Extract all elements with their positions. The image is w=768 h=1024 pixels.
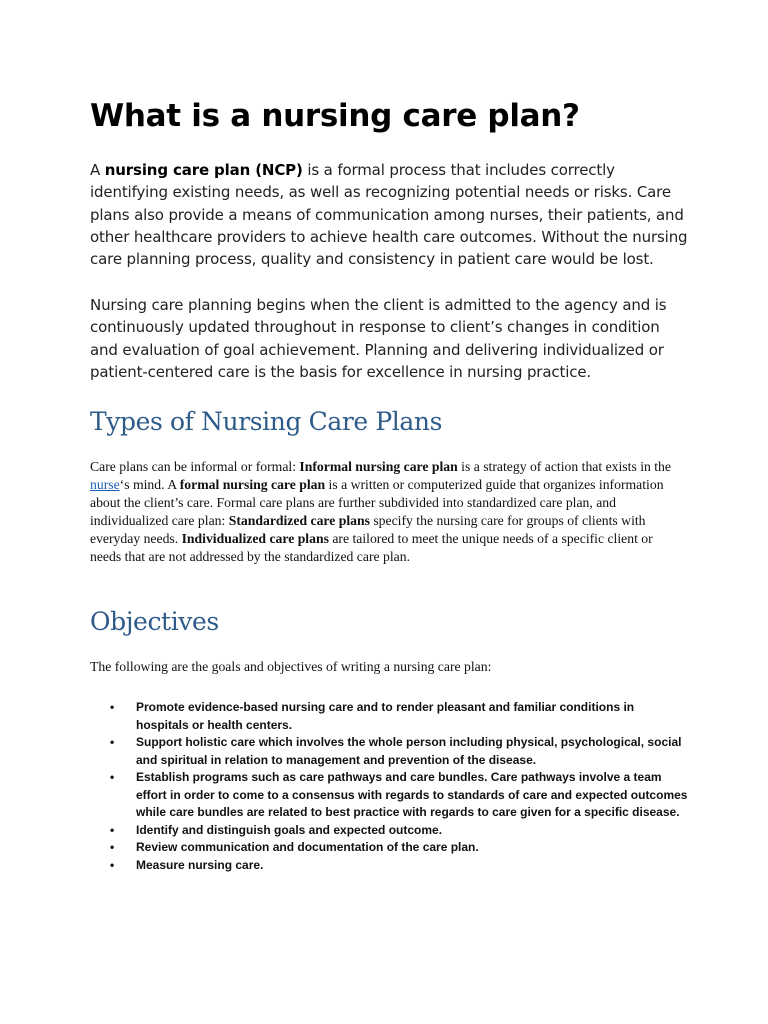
types-heading: Types of Nursing Care Plans bbox=[90, 407, 443, 436]
list-item-text: Establish programs such as care pathways and care bundles. Care pathways involve a team effort in order to come to a consensus with regards to standards of care and expected outcomes while care bundles are related to best practice with regards to care given for a specific disease. bbox=[136, 770, 688, 819]
types-paragraph bbox=[90, 458, 680, 566]
bullet-icon: • bbox=[110, 840, 115, 854]
list-item bbox=[110, 769, 690, 822]
bullet-icon: • bbox=[110, 822, 115, 837]
list-item-text: Support holistic care which involves the whole person including physical, psychological, social and spiritual in relation to management and prevention of the disease. bbox=[136, 735, 682, 767]
list-item bbox=[110, 839, 690, 857]
formal-term: formal nursing care plan bbox=[179, 477, 326, 492]
objectives-intro: The following are the goals and objectives of writing a nursing care plan: bbox=[90, 659, 492, 674]
intro-paragraph-1 bbox=[90, 159, 690, 270]
individualized-term: Individualized care plans bbox=[181, 531, 329, 546]
list-item-text: Promote evidence-based nursing care and to render pleasant and familiar conditions in hospitals or health centers. bbox=[136, 700, 635, 732]
p1-post: is a formal process that includes correctly identifying existing needs, as well as recognizing potential needs or risks. Care plans also provide a means of communication among nurses, their patients, and other healthcare providers to achieve health care outcomes. Without the nursing care planning process, quality and consistency in patient care would be lost. bbox=[90, 161, 688, 269]
objectives-heading: Objectives bbox=[90, 607, 219, 636]
bullet-icon: • bbox=[110, 857, 115, 872]
list-item bbox=[110, 734, 690, 769]
list-item bbox=[110, 857, 690, 875]
list-item-text: Measure nursing care. bbox=[136, 857, 264, 872]
informal-term: Informal nursing care plan bbox=[299, 459, 458, 474]
list-item bbox=[110, 699, 690, 734]
objectives-list bbox=[110, 699, 690, 874]
list-item-text: Identify and distinguish goals and expected outcome. bbox=[136, 822, 443, 837]
types-text-5: specify the nursing care for groups of clients with everyday needs. bbox=[90, 513, 646, 546]
p1-pre: A bbox=[90, 161, 105, 179]
list-item-text: Review communication and documentation of the care plan. bbox=[136, 840, 479, 854]
intro-paragraph-2: Nursing care planning begins when the client is admitted to the agency and is continuously updated throughout in response to client’s changes in condition and evaluation of goal achievement. Planning and delivering individualized or patient-centered care is the basis for excellence in nursing practice. bbox=[90, 296, 667, 381]
nurse-link[interactable]: nurse bbox=[90, 477, 120, 492]
bullet-icon: • bbox=[110, 735, 115, 749]
bullet-icon: • bbox=[110, 700, 115, 714]
page-title: What is a nursing care plan? bbox=[90, 98, 580, 134]
types-text-6: are tailored to meet the unique needs of a specific client or needs that are not addressed by the standardized care plan. bbox=[90, 531, 653, 564]
bullet-icon: • bbox=[110, 770, 115, 784]
types-text-4: is a written or computerized guide that organizes information about the client’s care. Formal care plans are further subdivided into standardized care plan, and individualized care plan: bbox=[90, 477, 664, 528]
standardized-term: Standardized care plans bbox=[228, 513, 370, 528]
types-text-1: Care plans can be informal or formal: bbox=[90, 459, 300, 474]
types-text-2: is a strategy of action that exists in the bbox=[457, 459, 671, 474]
list-item bbox=[110, 822, 690, 840]
ncp-term: nursing care plan (NCP) bbox=[104, 161, 303, 179]
types-text-3: ‘s mind. A bbox=[119, 477, 180, 492]
